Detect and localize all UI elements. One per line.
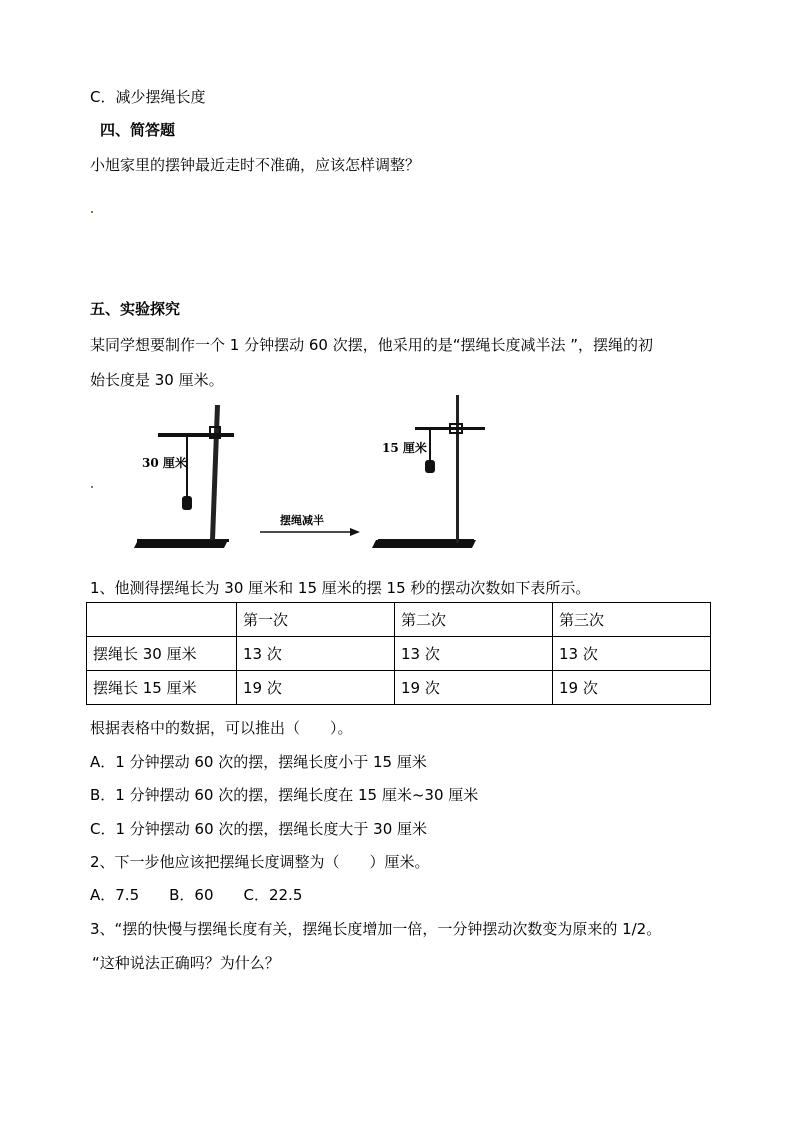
- table-row: [87, 671, 711, 705]
- table-cell: 19 次: [553, 671, 711, 705]
- question-2-options: A．7.5 B．60 C．22.5: [90, 886, 303, 904]
- table-header-row: [87, 603, 711, 637]
- option-c: C．1 分钟摆动 60 次的摆，摆绳长度大于 30 厘米: [90, 820, 428, 838]
- table-cell: 13 次: [237, 637, 395, 671]
- arrow-label: 摆绳减半: [280, 514, 324, 527]
- table-cell: 13 次: [395, 637, 553, 671]
- question-3-line-1: 3、“摆的快慢与摆绳长度有关，摆绳长度增加一倍，一分钟摆动次数变为原来的 1/2。: [90, 920, 662, 938]
- question-2: 2、下一步他应该把摆绳长度调整为（ ）厘米。: [90, 853, 430, 871]
- left-length-label: 30 厘米: [142, 456, 187, 470]
- table-cell: 摆绳长 15 厘米: [87, 671, 237, 705]
- short-answer-question: 小旭家里的摆钟最近走时不准确，应该怎样调整？: [90, 156, 421, 174]
- table-row: [87, 637, 711, 671]
- swing-count-table: [86, 602, 711, 705]
- table-cell: 摆绳长 30 厘米: [87, 637, 237, 671]
- question-1-prompt: 根据表格中的数据，可以推出（ ）。: [90, 719, 353, 737]
- pendulum-experiment-figure: [120, 390, 520, 555]
- table-cell: 13 次: [553, 637, 711, 671]
- right-length-label: 15 厘米: [382, 441, 427, 455]
- change-arrow: [260, 513, 360, 536]
- option-c-previous: C．减少摆绳长度: [90, 88, 206, 106]
- table-header-cell: 第三次: [553, 603, 711, 637]
- table-header-cell: 第一次: [237, 603, 395, 637]
- left-pendulum-stand: [134, 405, 234, 548]
- table-cell: 19 次: [395, 671, 553, 705]
- question-3-line-2: “这种说法正确吗？为什么？: [92, 954, 280, 972]
- section-4-title: 四、简答题: [100, 121, 176, 139]
- question-1: 1、他测得摆绳长为 30 厘米和 15 厘米的摆 15 秒的摆动次数如下表所示。: [90, 579, 591, 597]
- stray-mark: [91, 211, 93, 213]
- stray-mark-2: [91, 486, 93, 488]
- option-b: B．1 分钟摆动 60 次的摆，摆绳长度在 15 厘米~30 厘米: [90, 786, 479, 804]
- right-pendulum-stand: [372, 395, 485, 548]
- table-cell: 19 次: [237, 671, 395, 705]
- option-a: A．1 分钟摆动 60 次的摆，摆绳长度小于 15 厘米: [90, 753, 427, 771]
- table-header-cell: 第二次: [395, 603, 553, 637]
- intro-line-1: 某同学想要制作一个 1 分钟摆动 60 次摆，他采用的是“摆绳长度减半法 ”，摆绳的初: [90, 336, 654, 354]
- section-5-title: 五、实验探究: [90, 300, 181, 318]
- table-header-cell: [87, 603, 237, 637]
- intro-line-2: 始长度是 30 厘米。: [90, 371, 224, 389]
